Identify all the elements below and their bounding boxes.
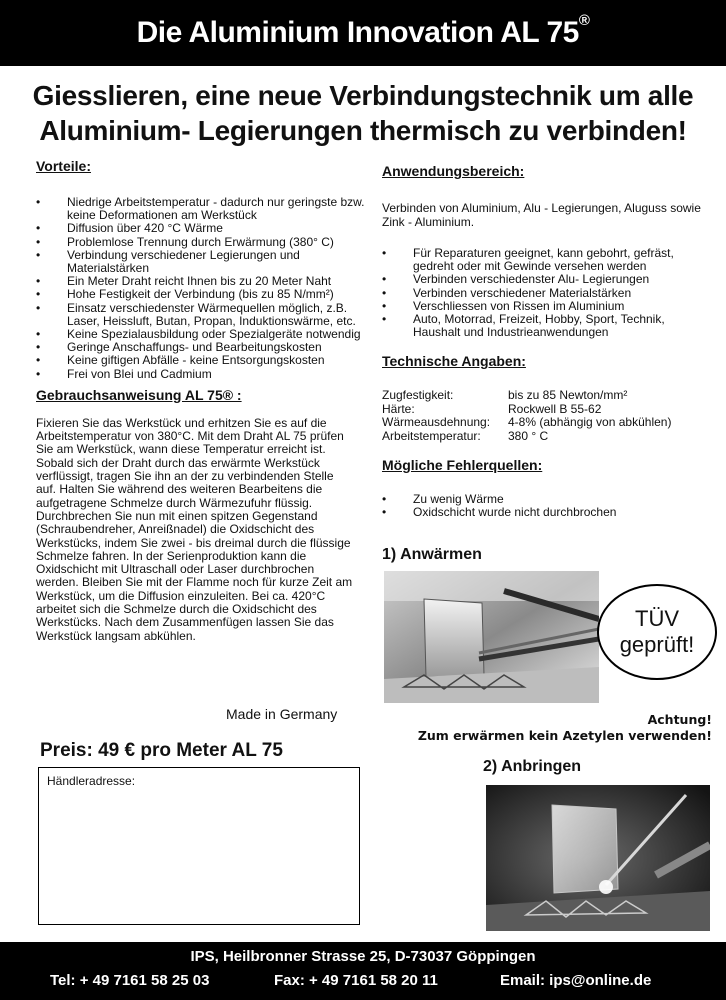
table-row xyxy=(382,403,671,416)
list-item: • Verbinden verschiedener Materialstärken xyxy=(382,287,712,300)
anwendung-title: Anwendungsbereich: xyxy=(382,163,525,179)
fehler-list xyxy=(382,493,712,519)
headline xyxy=(0,78,726,148)
table-value: Rockwell B 55-62 xyxy=(508,401,602,416)
footer xyxy=(0,942,726,1000)
warning-note xyxy=(360,712,712,744)
list-item: • Verschliessen von Rissen im Aluminium xyxy=(382,300,712,313)
banner-title xyxy=(136,12,590,50)
photo-heating xyxy=(384,571,599,703)
list-item: • Ein Meter Draht reicht Ihnen bis zu 20 Meter Naht xyxy=(36,275,366,288)
footer-address: IPS, Heilbronner Strasse 25, D-73037 Göppingen xyxy=(190,948,536,965)
banner-title-text: Die Aluminium Innovation AL 75 xyxy=(136,16,579,49)
list-item: • Keine Spezialausbildung oder Spezialgeräte notwendig xyxy=(36,328,366,341)
list-item: • Keine giftigen Abfälle - keine Entsorgungskosten xyxy=(36,354,366,367)
list-item: • Oxidschicht wurde nicht durchbrochen xyxy=(382,506,712,519)
photo-applying xyxy=(486,785,710,931)
vorteile-title: Vorteile: xyxy=(36,158,91,174)
list-item: • Frei von Blei und Cadmium xyxy=(36,368,366,381)
tuev-line-2: geprüft! xyxy=(619,632,695,657)
table-key: Härte: xyxy=(382,401,415,416)
tuev-seal xyxy=(597,584,717,680)
tuev-line-1: TÜV xyxy=(635,606,679,631)
list-item: • Geringe Anschaffungs- und Bearbeitungskosten xyxy=(36,341,366,354)
table-row xyxy=(382,416,671,429)
anwendung-intro: Verbinden von Aluminium, Alu - Legierungen, Aluguss sowie Zink - Aluminium. xyxy=(382,201,701,229)
table-row xyxy=(382,389,671,402)
table-key: Arbeitstemperatur: xyxy=(382,428,481,443)
list-item: • Für Reparaturen geeignet, kann gebohrt, gefräst, gedreht oder mit Gewinde versehen werden xyxy=(382,247,712,273)
step-2-title: 2) Anbringen xyxy=(483,758,582,775)
step-1-title: 1) Anwärmen xyxy=(382,546,482,563)
warning-line-1: Achtung! xyxy=(647,712,712,727)
table-value: 4-8% (abhängig von abkühlen) xyxy=(508,415,672,430)
list-item: • Zu wenig Wärme xyxy=(382,493,712,506)
dealer-address-label: Händleradresse: xyxy=(47,774,136,788)
technik-table xyxy=(382,389,671,443)
registered-mark: ® xyxy=(578,12,590,29)
dealer-address-box xyxy=(38,767,360,925)
anwendung-list xyxy=(382,247,712,339)
footer-phone: Tel: + 49 7161 58 25 03 xyxy=(50,972,210,989)
table-value: 380 ° C xyxy=(508,428,549,443)
left-column xyxy=(36,158,366,643)
list-item: • Auto, Motorrad, Freizeit, Hobby, Sport, Technik, Haushalt und Industrieanwendungen xyxy=(382,313,712,339)
table-key: Wärmeausdehnung: xyxy=(382,415,491,430)
list-item: • Niedrige Arbeitstemperatur - dadurch nur geringste bzw. keine Deformationen am Werkstück xyxy=(36,196,366,222)
technik-title: Technische Angaben: xyxy=(382,353,526,370)
gebrauch-text: Fixieren Sie das Werkstück und erhitzen Sie es auf die Arbeitstemperatur von 380°C. Mit dem Draht AL 75 prüfen Sie am Werkstück, wann diese Temperatur erreicht ist. Sobald sich der Draht durch das erwärmte Werkstück verflüssigt, tragen Sie ihn an der zu verbindenden Stelle auf. Halten Sie während des weiteren Bearbeitens die aufgetragene Schmelze durch Wärmezufuhr flüssig. Durchbrechen Sie nun mit einen spitzen Gegenstand (Schraubendreher, Anreißnadel) die Oxidschicht des Werkstücks, indem Sie zwei - bis dreimal durch die flüssige Schmelze fahren. In der Serienproduktion kann die Oxidschicht mit Ultraschall oder Laser durchbrochen werden. Bleiben Sie mit der Flamme noch für kurze Zeit am Werkstück, um die Diffusion einzuleiten. Bei ca. 420°C arbeitet sich die Schmelze durch die Oxidschicht des Werkstücks. Nach dem Zusammenfügen lassen Sie das Werkstück langsam abkühlen. xyxy=(36,415,353,643)
price: Preis: 49 € pro Meter AL 75 xyxy=(40,740,283,761)
gebrauch-title: Gebrauchsanweisung AL 75® : xyxy=(36,386,242,403)
right-column xyxy=(382,163,712,519)
table-value: bis zu 85 Newton/mm² xyxy=(508,388,628,403)
table-row xyxy=(382,430,671,443)
list-item: • Hohe Festigkeit der Verbindung (bis zu 85 N/mm²) xyxy=(36,288,366,301)
list-item: • Diffusion über 420 °C Wärme xyxy=(36,222,366,235)
footer-email: Email: ips@online.de xyxy=(500,972,652,989)
list-item: • Problemlose Trennung durch Erwärmung (380° C) xyxy=(36,236,366,249)
table-key: Zugfestigkeit: xyxy=(382,388,454,403)
made-in-germany: Made in Germany xyxy=(226,706,338,722)
list-item: • Einsatz verschiedenster Wärmequellen möglich, z.B. Laser, Heissluft, Butan, Propan, Induktionswärme, etc. xyxy=(36,302,366,328)
footer-fax: Fax: + 49 7161 58 20 11 xyxy=(274,972,438,989)
list-item: • Verbindung verschiedener Legierungen und Materialstärken xyxy=(36,249,366,275)
headline-line-1: Giesslieren, eine neue Verbindungstechnik um alle xyxy=(32,80,694,111)
top-banner xyxy=(0,0,726,66)
vorteile-list xyxy=(36,196,366,381)
warning-line-2: Zum erwärmen kein Azetylen verwenden! xyxy=(417,728,712,743)
headline-line-2: Aluminium- Legierungen thermisch zu verbinden! xyxy=(39,115,687,146)
list-item: • Verbinden verschiedenster Alu- Legierungen xyxy=(382,273,712,286)
fehler-title: Mögliche Fehlerquellen: xyxy=(382,457,543,474)
